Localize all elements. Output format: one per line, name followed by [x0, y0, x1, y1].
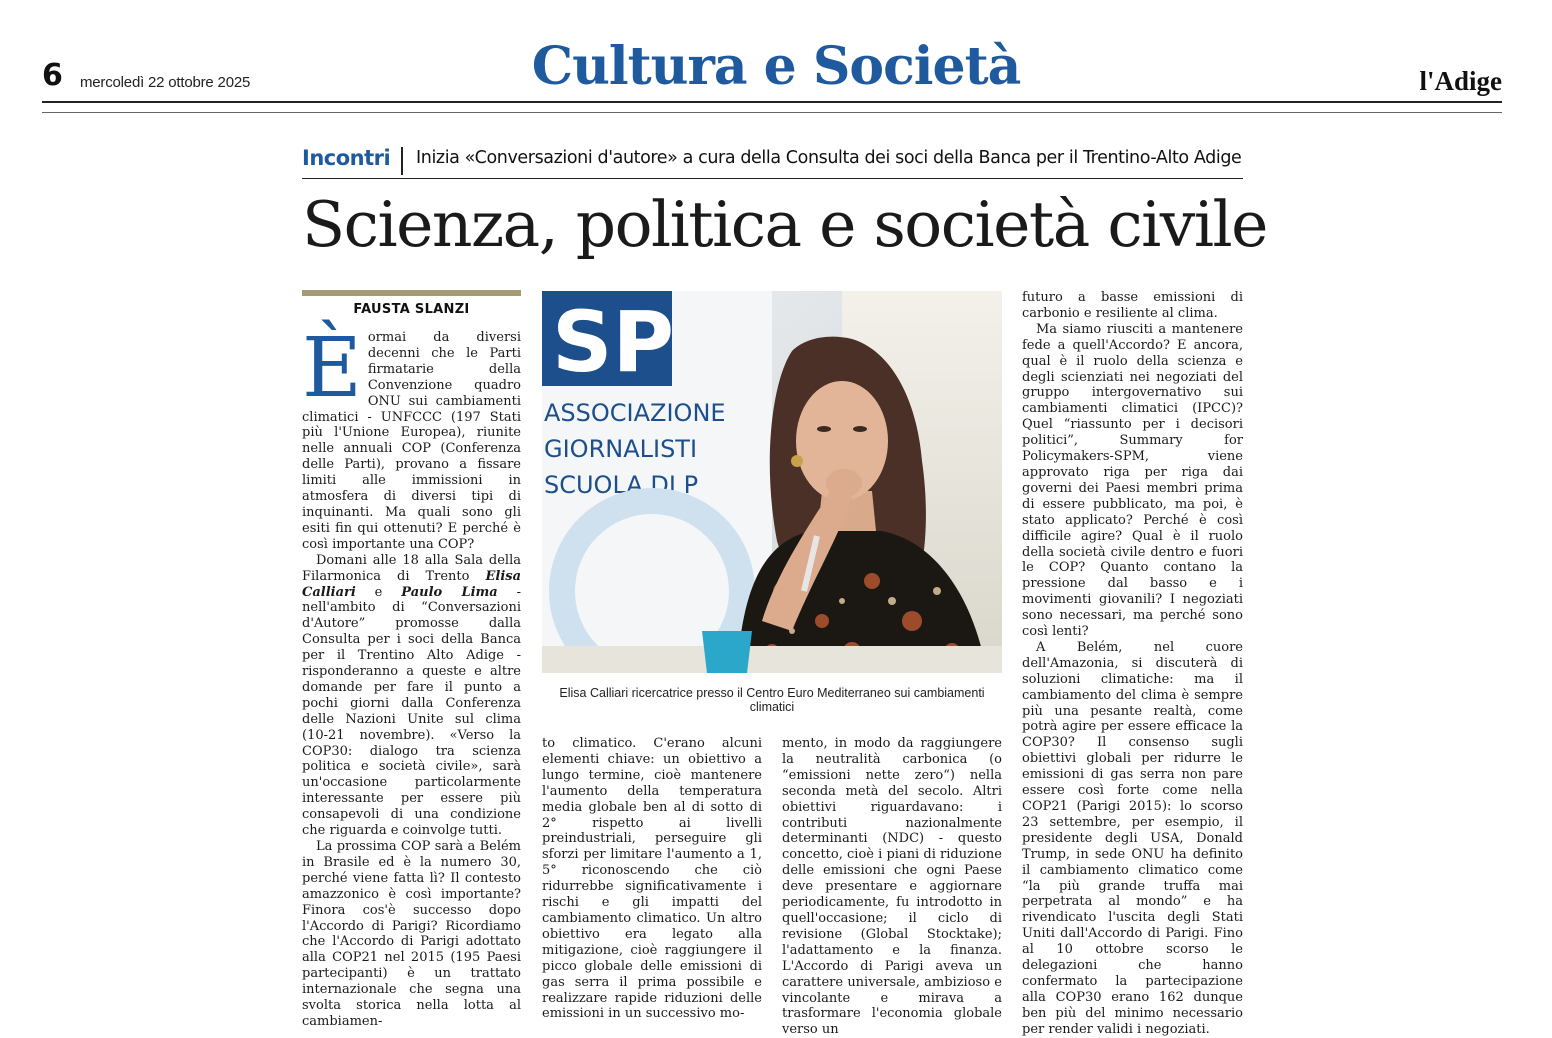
article-kicker: [302, 146, 1243, 179]
sign-line-1: ASSOCIAZIONE: [544, 399, 726, 427]
drop-cap: È: [302, 321, 362, 416]
person-name: Elisa Calliari: [302, 568, 521, 600]
paragraph: La prossima COP sarà a Belém in Brasile ed è la numero 30, perché viene fatta lì? Il contesto amazzonico è così importante? Finora cos'è successo dopo l'Accordo di Parigi? Ricordiamo che l'Accordo di Parigi adottato alla COP21 nel 2015 (195 Paesi partecipanti) è un trattato internazionale che segna una svolta storica nella lotta al cambiamen-: [302, 839, 521, 1029]
kicker-label: Incontri: [302, 146, 391, 170]
page-number: 6: [42, 58, 63, 93]
article-photo: [542, 291, 1002, 673]
article-headline: Scienza, politica e società civile: [302, 188, 1267, 261]
newspaper-logo: l'Adige: [1419, 66, 1502, 96]
sign-line-3: SCUOLA DI P: [544, 471, 699, 499]
person-name: Paulo Lima: [401, 584, 498, 600]
paragraph: [302, 553, 521, 839]
paragraph: Ma siamo riusciti a mantenere fede a quell'Accordo? E ancora, qual è il ruolo della scienza e degli scienziati nei negoziati del gruppo intergovernativo sui cambiamenti climatici (IPCC)? Quel “riassunto per i decisori politici”, Summary for Policymakers-SPM, viene approvato riga per riga dai governi dei Paesi membri prima di essere pubblicato, ma poi, è stato applicato? Perché è così difficile agire? Qual è il ruolo della società civile dentro e fuori le COP? Quanto contano la pressione dal basso e i movimenti giovanili? I negoziati sono necessari, ma perché sono così lenti?: [1022, 321, 1243, 640]
paragraph: mento, in modo da raggiungere la neutralità carbonica (o “emissioni nette zero“) nella seconda metà del secolo. Altri obiettivi riguardavano: i contributi nazionalmente determinanti (NDC) - questo concetto, cioè i piani di riduzione delle emissioni che ogni Paese deve presentare e aggiornare periodicamente, fu introdotto in quell'occasione; il ciclo di revisione (Global Stocktake); l'adattamento e la finanza. L'Accordo di Parigi aveva un carattere universale, ambizioso e vincolante e mirava a trasformare l'economia globale verso un: [782, 736, 1002, 1038]
paragraph: A Belém, nel cuore dell'Amazonia, si discuterà di soluzioni climatiche: ma il cambiamento del clima è sempre più una pesante realtà, come potrà agire per essere efficace la COP30? Il consenso sugli obiettivi globali per ridurre le emissioni di gas serra non pare essere così forte come nella COP21 (Parigi 2015): lo scorso 23 settembre, per esempio, il presidente degli USA, Donald Trump, in sede ONU ha definito il cambiamento climatico come “la più grande truffa mai perpetrata al mondo” e ha rivendicato l'uscita degli Stati Uniti dall'Accordo di Parigi. Fino al 10 ottobre scorso le delegazioni che hanno confermato la partecipazione alla COP30 erano 162 dunque ben più del minimo necessario per render validi i negoziati.: [1022, 639, 1243, 1037]
section-title: Cultura e Società: [531, 36, 1021, 97]
issue-date: mercoledì 22 ottobre 2025: [80, 74, 251, 91]
header-rule-thin: [42, 112, 1502, 113]
paragraph-text: ormai da diversi decenni che le Parti firmatarie della Convenzione quadro ONU sui cambiamenti climatici - UNFCCC (197 Stati più l'Unione Europea), riunite nelle annuali COP (Conferenza delle Parti), provano a fissare limiti alle immissioni in atmosfera di diversi tipi di inquinanti. Ma quali sono gli esiti fin qui ottenuti? E perché è così importante una COP?: [302, 330, 521, 552]
article-column-2: [542, 736, 762, 1022]
paragraph-text: e: [355, 584, 402, 600]
photo-illustration: [542, 291, 1002, 673]
sign-line-2: GIORNALISTI: [544, 435, 698, 463]
byline: FAUSTA SLANZI: [353, 302, 470, 317]
photo-caption: Elisa Calliari ricercatrice presso il Centro Euro Mediterraneo sui cambiamenti climatici: [559, 686, 985, 714]
paragraph: [302, 321, 521, 553]
paragraph-text: - nell'ambito di “Conversazioni d'Autore” promosse dalla Consulta per i soci della Banca per il Trentino Alto Adige - risponderanno a queste e altre domande per fare il punto a pochi giorni dalla Conferenza delle Nazioni Unite sul clima (10-21 novembre). «Verso la COP30: dialogo tra scienza politica e società civile», sarà un'occasione particolarmente interessante per essere più consapevoli di una condizione che riguarda e coinvolge tutti.: [302, 584, 521, 839]
paragraph: to climatico. C'erano alcuni elementi chiave: un obiettivo a lungo termine, cioè mantenere l'aumento della temperatura media globale ben al di sotto di 2° rispetto ai livelli preindustriali, perseguire gli sforzi per limitare l'aumento a 1, 5° riconoscendo che ciò ridurrebbe significativamente i rischi e gli impatti del cambiamento climatico. Un altro obiettivo era legato alla mitigazione, cioè raggiungere il picco globale delle emissioni di gas serra il prima possibile e realizzare rapide riduzioni delle emissioni in un successivo mo-: [542, 736, 762, 1022]
byline-rule: [302, 290, 521, 296]
kicker-text: Inizia «Conversazioni d'autore» a cura della Consulta dei soci della Banca per il Trentino-Alto Adige: [416, 148, 1242, 168]
article-column-3: [782, 736, 1002, 1038]
header-rule: [42, 101, 1502, 103]
sign-letters: SP: [552, 293, 675, 391]
kicker-divider: [401, 147, 403, 175]
article-column-4: [1022, 290, 1243, 1038]
article-column-1: [302, 321, 521, 1030]
paragraph: futuro a basse emissioni di carbonio e resiliente al clima.: [1022, 290, 1243, 321]
paragraph-text: Domani alle 18 alla Sala della Filarmonica di Trento: [302, 552, 521, 584]
